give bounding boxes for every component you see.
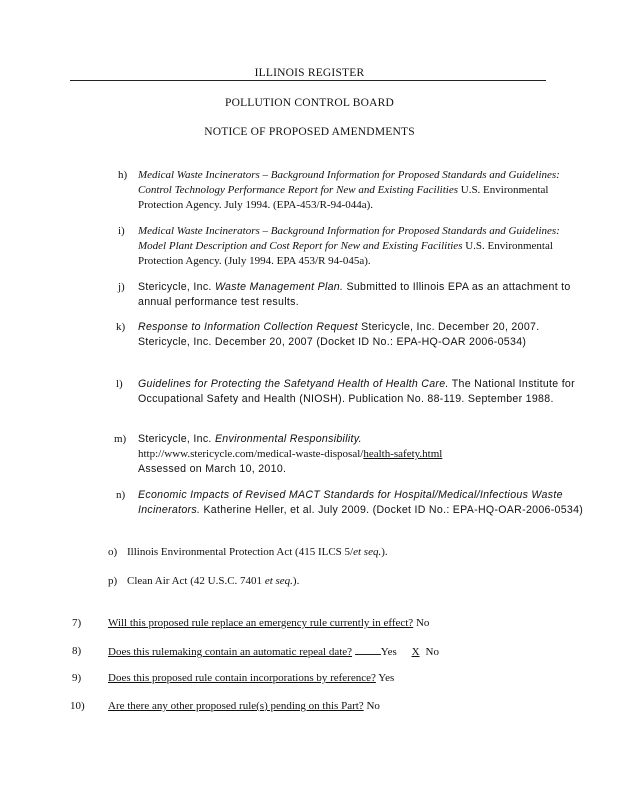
question-8-text: Does this rulemaking contain an automatic repeal date?	[108, 646, 353, 658]
ref-m	[138, 432, 584, 447]
question-9	[108, 671, 588, 686]
ref-m-label: m)	[114, 433, 127, 445]
ref-h-title: Medical Waste Incinerators – Background Information for Proposed Standards and Guidelines: Control Technology Performance Report for New and Existing Facilities	[138, 169, 560, 196]
ref-o-pre: Illinois Environmental Protection Act (415 ILCS 5/	[127, 546, 354, 558]
ref-o	[127, 545, 587, 560]
ref-o-label: o)	[108, 546, 118, 558]
ref-h-rest: U.S. Environmental Protection Agency. July 1994. (EPA-453/R-94-044a).	[138, 184, 549, 211]
ref-h	[138, 168, 584, 213]
ref-j-label: j)	[118, 281, 125, 293]
ref-k-title: Response to Information Collection Request	[138, 321, 358, 333]
ref-m-url-b[interactable]: health-safety.html	[363, 448, 443, 460]
ref-i-label: i)	[118, 225, 125, 237]
ref-p-it: et seq.	[264, 575, 293, 587]
ref-p	[127, 574, 587, 589]
ref-n	[138, 488, 584, 518]
ref-j-rest: Submitted to Illinois EPA as an attachment to annual performance test results.	[138, 281, 571, 308]
question-8-yes-blank	[355, 644, 381, 655]
question-7-number: 7)	[72, 617, 82, 629]
question-8-no-label: No	[425, 646, 439, 658]
question-8-yes-label: Yes	[380, 646, 397, 658]
ref-m-title: Environmental Responsibility.	[214, 433, 362, 445]
ref-k-label: k)	[116, 321, 126, 333]
ref-i-title: Medical Waste Incinerators – Background Information for Proposed Standards and Guidelines: Model Plant Description and Cost Report for New and Existing Facilities	[138, 225, 560, 252]
ref-l-rest: The National Institute for Occupational Safety and Health (NIOSH). Publication No. 88-119. September 1988.	[138, 378, 575, 405]
ref-n-title: Economic Impacts of Revised MACT Standards for Hospital/Medical/Infectious Waste Incinerators.	[138, 489, 563, 516]
ref-m-url-a[interactable]: http://www.stericycle.com/medical-waste-disposal/	[138, 448, 364, 460]
ref-i-rest: U.S. Environmental Protection Agency. (July 1994. EPA 453/R 94-045a).	[138, 240, 553, 267]
ref-m-pre: Stericycle, Inc.	[138, 433, 215, 445]
ref-n-label: n)	[116, 489, 126, 501]
question-7-text: Will this proposed rule replace an emergency rule currently in effect?	[108, 617, 414, 629]
question-10	[108, 699, 588, 714]
question-10-text: Are there any other proposed rule(s) pending on this Part?	[108, 700, 364, 712]
notice-title: NOTICE OF PROPOSED AMENDMENTS	[204, 126, 415, 138]
ref-l-title: Guidelines for Protecting the Safetyand Health of Health Care.	[138, 378, 449, 390]
question-7-answer: No	[413, 617, 430, 629]
ref-h-label: h)	[118, 169, 128, 181]
ref-l-label: l)	[116, 378, 123, 390]
ref-k-rest: Stericycle, Inc. December 20, 2007. Stericycle, Inc. December 20, 2007 (Docket ID No.: EPA-HQ-OAR 2006-0534)	[138, 321, 540, 348]
question-9-answer: Yes	[375, 672, 395, 684]
ref-l	[138, 377, 584, 407]
board-title: POLLUTION CONTROL BOARD	[224, 97, 394, 109]
register-title: ILLINOIS REGISTER	[254, 67, 365, 79]
ref-k	[138, 320, 584, 350]
ref-m-rest: Assessed on March 10, 2010.	[138, 463, 287, 475]
ref-o-post: ).	[381, 546, 388, 558]
ref-j-title: Waste Management Plan.	[214, 281, 344, 293]
question-9-number: 9)	[72, 672, 82, 684]
ref-i	[138, 224, 584, 269]
question-8	[108, 644, 588, 660]
ref-j	[138, 280, 584, 310]
question-10-number: 10)	[70, 700, 85, 712]
header-rule	[70, 80, 546, 81]
ref-p-post: ).	[292, 575, 300, 587]
ref-j-pre: Stericycle, Inc.	[138, 281, 215, 293]
ref-p-pre: Clean Air Act (42 U.S.C. 7401	[127, 575, 265, 587]
question-9-text: Does this proposed rule contain incorporations by reference?	[108, 672, 376, 684]
ref-m-url[interactable]	[138, 447, 584, 462]
ref-n-rest: Katherine Heller, et al. July 2009. (Docket ID No.: EPA-HQ-OAR-2006-0534)	[200, 504, 584, 516]
ref-o-it: et seq.	[353, 546, 382, 558]
question-8-number: 8)	[72, 645, 82, 657]
question-10-answer: No	[363, 700, 380, 712]
question-8-mark: X	[411, 646, 420, 658]
question-7	[108, 616, 588, 631]
ref-p-label: p)	[108, 575, 118, 587]
